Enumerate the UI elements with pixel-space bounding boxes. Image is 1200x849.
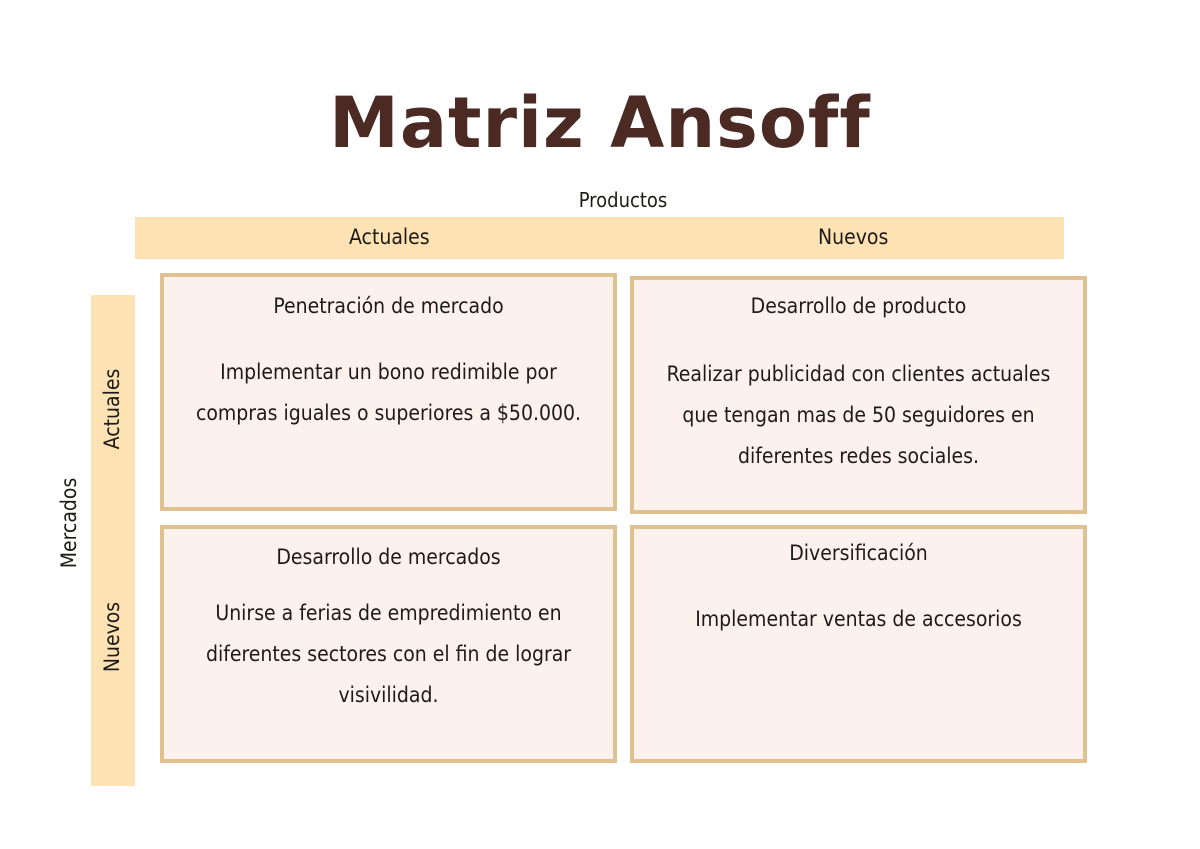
row-label-nuevos: Nuevos <box>100 601 124 673</box>
products-header-band <box>135 217 1064 259</box>
products-axis-label: Productos <box>578 188 668 212</box>
cell-title: Diversificación <box>789 541 928 565</box>
markets-axis-label: Mercados <box>57 477 81 569</box>
cell-body: Realizar publicidad con clientes actuales que tengan mas de 50 seguidores en diferentes redes sociales. <box>666 362 1051 468</box>
column-label-actuales: Actuales <box>349 225 430 249</box>
cell-title: Penetración de mercado <box>273 294 504 318</box>
cell-penetracion-mercado <box>160 273 617 511</box>
column-label-nuevos: Nuevos <box>818 225 889 249</box>
cell-diversificacion <box>630 525 1087 763</box>
cell-title: Desarrollo de mercados <box>276 545 501 569</box>
page-title: Matriz Ansoff <box>329 82 871 164</box>
cell-body: Unirse a ferias de empredimiento en diferentes sectores con el fin de lograr visivilidad. <box>205 601 572 707</box>
cell-title: Desarrollo de producto <box>750 294 967 318</box>
cell-desarrollo-mercados <box>160 525 617 763</box>
cell-desarrollo-producto <box>630 276 1087 514</box>
row-label-actuales: Actuales <box>100 368 124 450</box>
cell-body: Implementar un bono redimible por compras iguales o superiores a $50.000. <box>195 360 582 425</box>
cell-body: Implementar ventas de accesorios <box>695 607 1022 631</box>
